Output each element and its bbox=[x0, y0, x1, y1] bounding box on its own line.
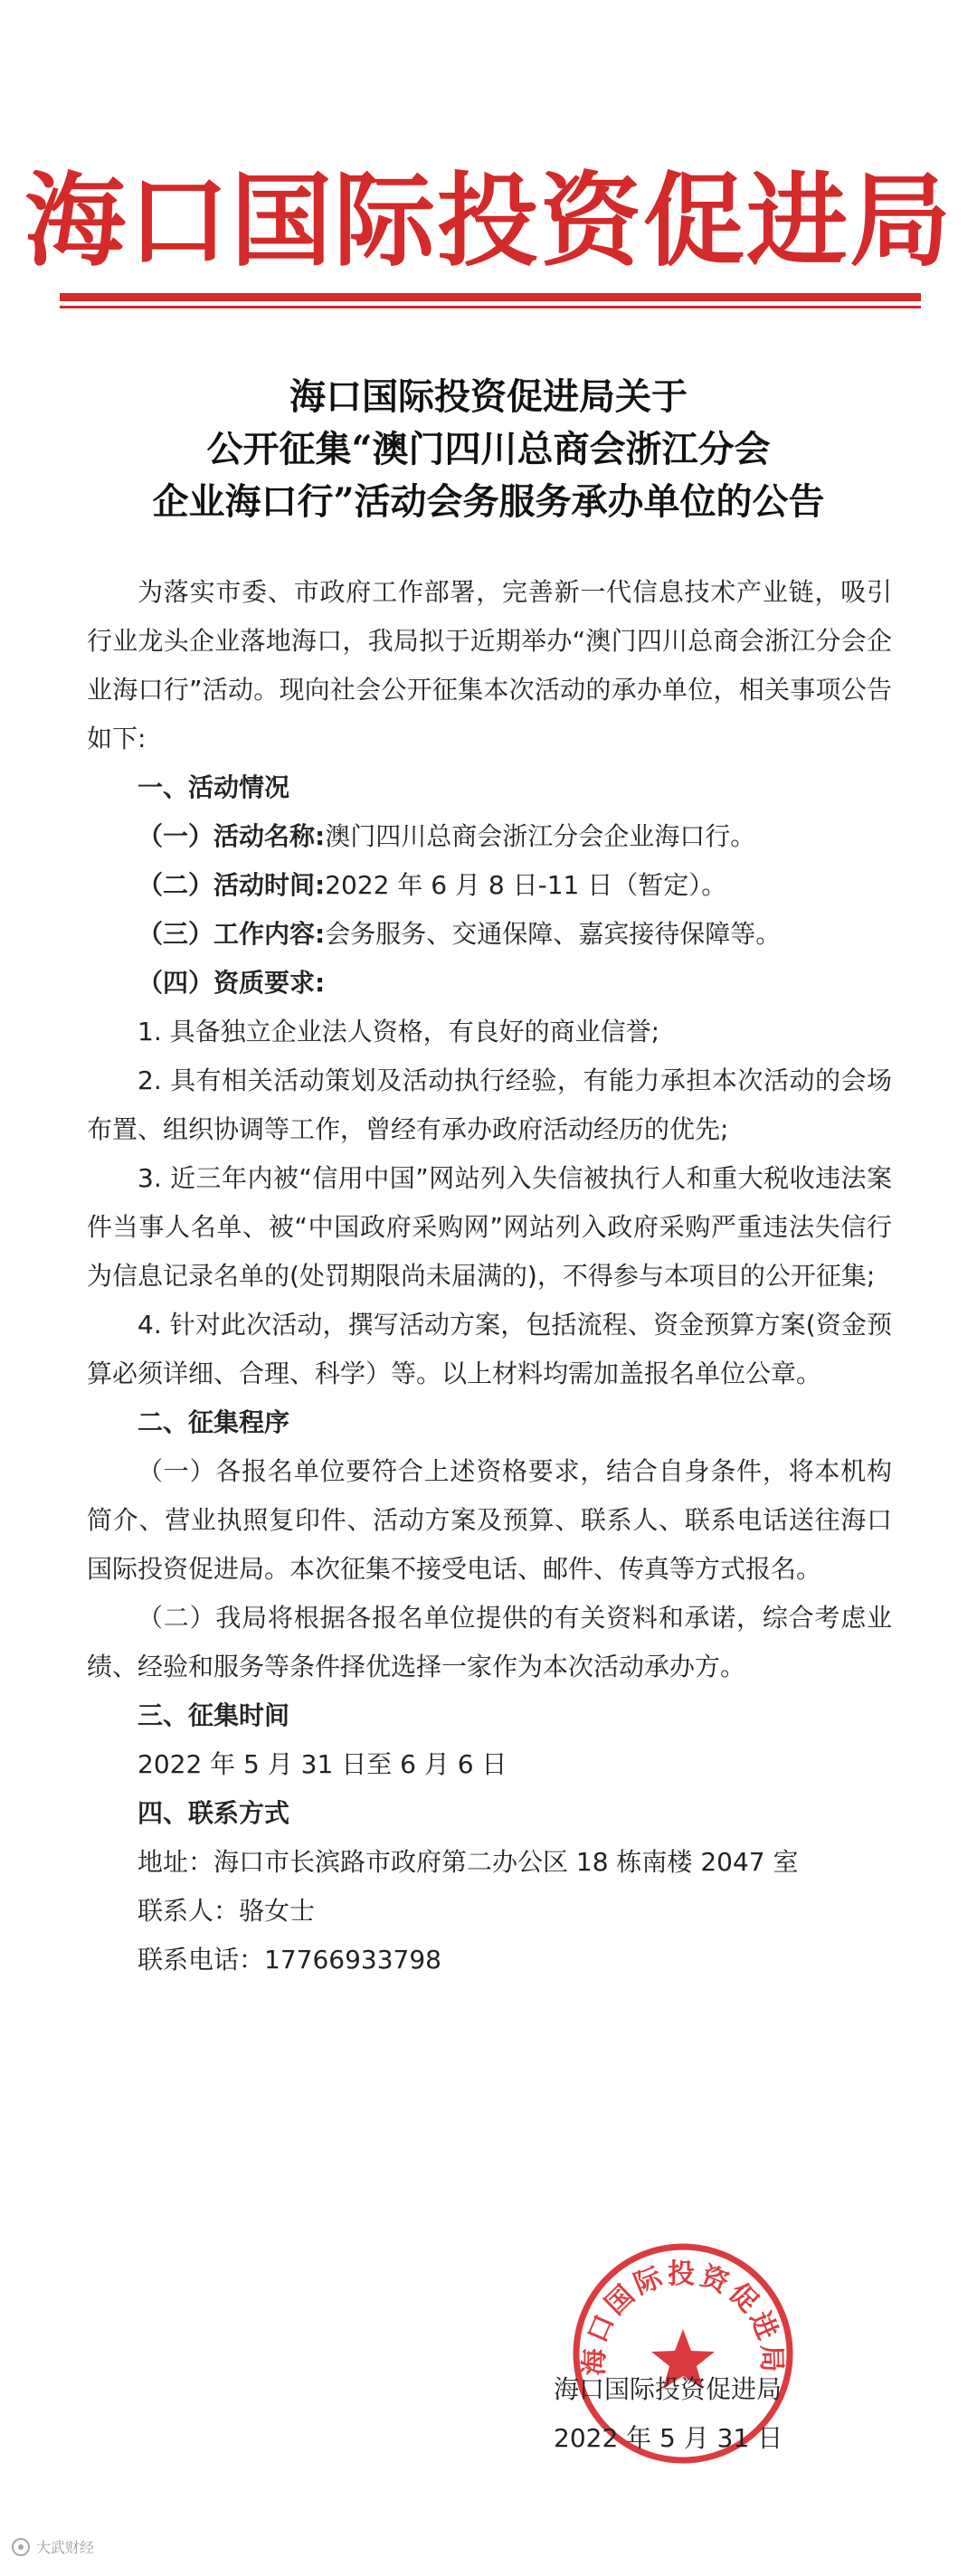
masthead-rule-thick bbox=[60, 293, 921, 301]
activity-time bbox=[87, 861, 892, 910]
signature-date: 2022 年 5 月 31 日 bbox=[554, 2423, 783, 2453]
activity-name-label: （一）活动名称: bbox=[138, 821, 326, 851]
notice-body bbox=[87, 568, 892, 1984]
procedure-paragraph-2: （二）我局将根据各报名单位提供的有关资料和承诺，综合考虑业绩、经验和服务等条件择优选择一家作为本次活动承办方。 bbox=[87, 1603, 892, 1681]
requirement-1: 1. 具备独立企业法人资格，有良好的商业信誉; bbox=[138, 1017, 660, 1046]
contact-phone: 联系电话：17766933798 bbox=[138, 1945, 441, 1975]
contact-address: 地址：海口市长滨路市政府第二办公区 18 栋南楼 2047 室 bbox=[138, 1847, 799, 1877]
activity-name bbox=[87, 812, 892, 861]
watermark-text: 大武财经 bbox=[36, 2539, 95, 2556]
requirement-3: 3. 近三年内被“信用中国”网站列入失信被执行人和重大税收违法案件当事人名单、被“中国政府采购网”网站列入政府采购严重违法失信行为信息记录名单的(处罚期限尚未届满的)，不得参与本项目的公开征集; bbox=[87, 1163, 892, 1291]
section1-heading: 一、活动情况 bbox=[138, 772, 290, 802]
notice-title-line2: 公开征集“澳门四川总商会浙江分会 bbox=[206, 428, 771, 470]
requirement-4: 4. 针对此次活动，撰写活动方案，包括流程、资金预算方案(资金预算必须详细、合理、科学）等。以上材料均需加盖报名单位公章。 bbox=[87, 1310, 892, 1388]
signature-org: 海口国际投资促进局 bbox=[554, 2374, 783, 2404]
qualification-label: （四）资质要求: bbox=[138, 968, 326, 998]
seal-text: 海口国际投资促进局 bbox=[578, 2258, 788, 2376]
masthead-rule-thin bbox=[60, 306, 921, 308]
activity-time-value: 2022 年 6 月 8 日-11 日（暂定）。 bbox=[325, 870, 727, 900]
signature-block bbox=[554, 2365, 843, 2463]
activity-name-value: 澳门四川总商会浙江分会企业海口行。 bbox=[325, 821, 756, 851]
notice-title-line3: 企业海口行”活动会务服务承办单位的公告 bbox=[152, 480, 825, 523]
masthead-title: 海口国际投资促进局 bbox=[24, 162, 953, 280]
contact-person: 联系人：骆女士 bbox=[138, 1896, 316, 1926]
requirement-2: 2. 具有相关活动策划及活动执行经验，有能力承担本次活动的会场布置、组织协调等工作，曾经有承办政府活动经历的优先; bbox=[87, 1065, 892, 1144]
collection-period: 2022 年 5 月 31 日至 6 月 6 日 bbox=[138, 1749, 507, 1779]
work-content bbox=[87, 910, 892, 959]
work-content-value: 会务服务、交通保障、嘉宾接待保障等。 bbox=[325, 919, 782, 949]
intro-paragraph: 为落实市委、市政府工作部署，完善新一代信息技术产业链，吸引行业龙头企业落地海口，我局拟于近期举办“澳门四川总商会浙江分会企业海口行”活动。现向社会公开征集本次活动的承办单位，相关事项公告如下: bbox=[87, 577, 892, 753]
section4-heading: 四、联系方式 bbox=[138, 1798, 290, 1828]
watermark-logo-icon bbox=[11, 2537, 31, 2557]
section2-heading: 二、征集程序 bbox=[138, 1407, 290, 1437]
work-content-label: （三）工作内容: bbox=[138, 919, 326, 949]
source-watermark bbox=[11, 2536, 94, 2557]
procedure-paragraph-1: （一）各报名单位要符合上述资格要求，结合自身条件，将本机构简介、营业执照复印件、活动方案及预算、联系人、联系电话送往海口国际投资促进局。本次征集不接受电话、邮件、传真等方式报名。 bbox=[87, 1456, 892, 1584]
notice-title-line1: 海口国际投资促进局关于 bbox=[289, 375, 688, 418]
notice-title bbox=[54, 371, 923, 528]
qualification-heading bbox=[87, 959, 892, 1008]
activity-time-label: （二）活动时间: bbox=[138, 870, 326, 900]
section3-heading: 三、征集时间 bbox=[138, 1700, 290, 1730]
